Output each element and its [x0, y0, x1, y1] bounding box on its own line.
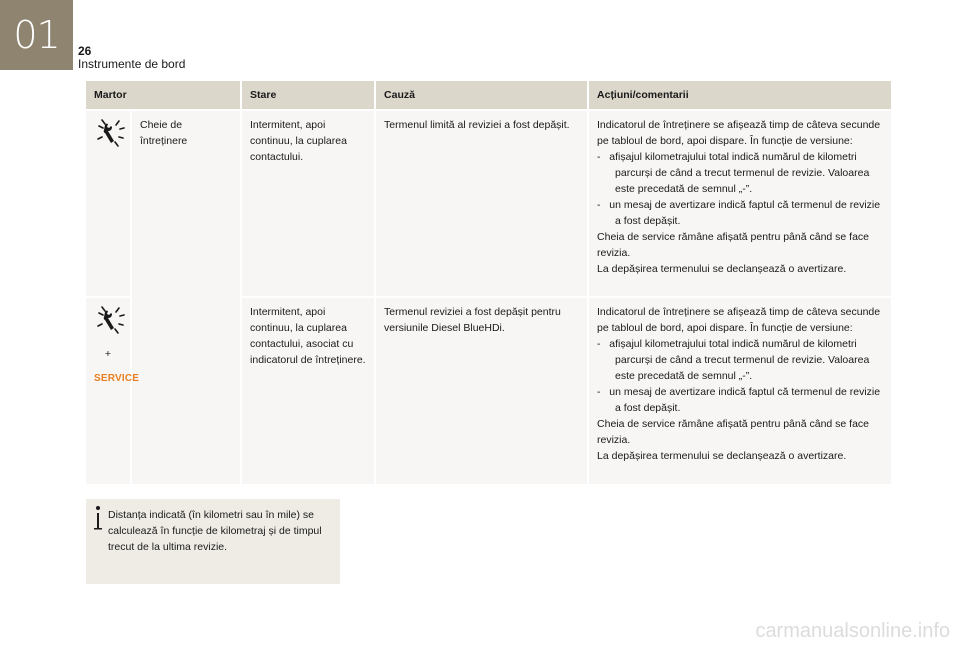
section-title: Instrumente de bord: [78, 57, 186, 71]
warning-lights-table: [86, 81, 891, 484]
info-note: [86, 499, 340, 584]
action-line: La depășirea termenului se declanșează o avertizare.: [597, 450, 847, 462]
action-line: - afișajul kilometrajului total indică numărul de kilometri parcurși de când a trecut termenul de revizie. Valoarea este precedată de semnul „-”.: [597, 338, 870, 382]
table-header-row: [86, 81, 891, 110]
indicator-icon-cell: [86, 297, 140, 484]
cause-cell: Termenul limită al reviziei a fost depășit.: [375, 110, 588, 297]
info-icon: [93, 505, 103, 531]
action-line: Indicatorul de întreținere se afișează timp de câteva secunde pe tabloul de bord, apoi dispare. În funcție de versiune:: [597, 306, 881, 334]
actions-cell: [588, 110, 891, 297]
action-line: Indicatorul de întreținere se afișează timp de câteva secunde pe tabloul de bord, apoi dispare. În funcție de versiune:: [597, 119, 881, 147]
wrench-icon: [94, 304, 128, 338]
indicator-name-cell: [131, 110, 241, 484]
action-line: - afișajul kilometrajului total indică numărul de kilometri parcurși de când a trecut termenul de revizie. Valoarea este precedată de semnul „-”.: [597, 151, 870, 195]
action-line: Cheia de service rămâne afișată pentru până când se face revizia.: [597, 418, 870, 446]
header-stare: Stare: [241, 81, 375, 110]
header-cauza: Cauză: [375, 81, 588, 110]
plus-sign: +: [104, 348, 112, 360]
chapter-number-tab: 01: [0, 0, 73, 70]
state-cell: Intermitent, apoi continuu, la cuplarea contactului, asociat cu indicatorul de întreținere.: [241, 297, 375, 484]
table-row: [86, 110, 891, 297]
info-note-text: Distanța indicată (în kilometri sau în mile) se calculează în funcție de kilometraj și de timpul trecut de la ultima revizie.: [108, 509, 322, 553]
action-line: - un mesaj de avertizare indică faptul că termenul de revizie a fost depășit.: [597, 386, 881, 414]
header-actiuni: Acțiuni/comentarii: [588, 81, 891, 110]
page-number: 26: [78, 44, 92, 58]
service-label: SERVICE: [94, 373, 140, 384]
header-martor: Martor: [86, 81, 241, 110]
action-line: Cheia de service rămâne afișată pentru până când se face revizia.: [597, 231, 870, 259]
watermark: carmanualsonline.info: [755, 620, 950, 642]
indicator-icon-cell: [86, 110, 131, 297]
actions-cell: [588, 297, 891, 484]
action-line: La depășirea termenului se declanșează o avertizare.: [597, 263, 847, 275]
wrench-icon: [94, 117, 128, 151]
action-line: - un mesaj de avertizare indică faptul că termenul de revizie a fost depășit.: [597, 199, 881, 227]
state-cell: Intermitent, apoi continuu, la cuplarea contactului.: [241, 110, 375, 297]
indicator-name: Cheie de întreținere: [140, 119, 188, 147]
cause-cell: Termenul reviziei a fost depășit pentru versiunile Diesel BlueHDi.: [375, 297, 588, 484]
